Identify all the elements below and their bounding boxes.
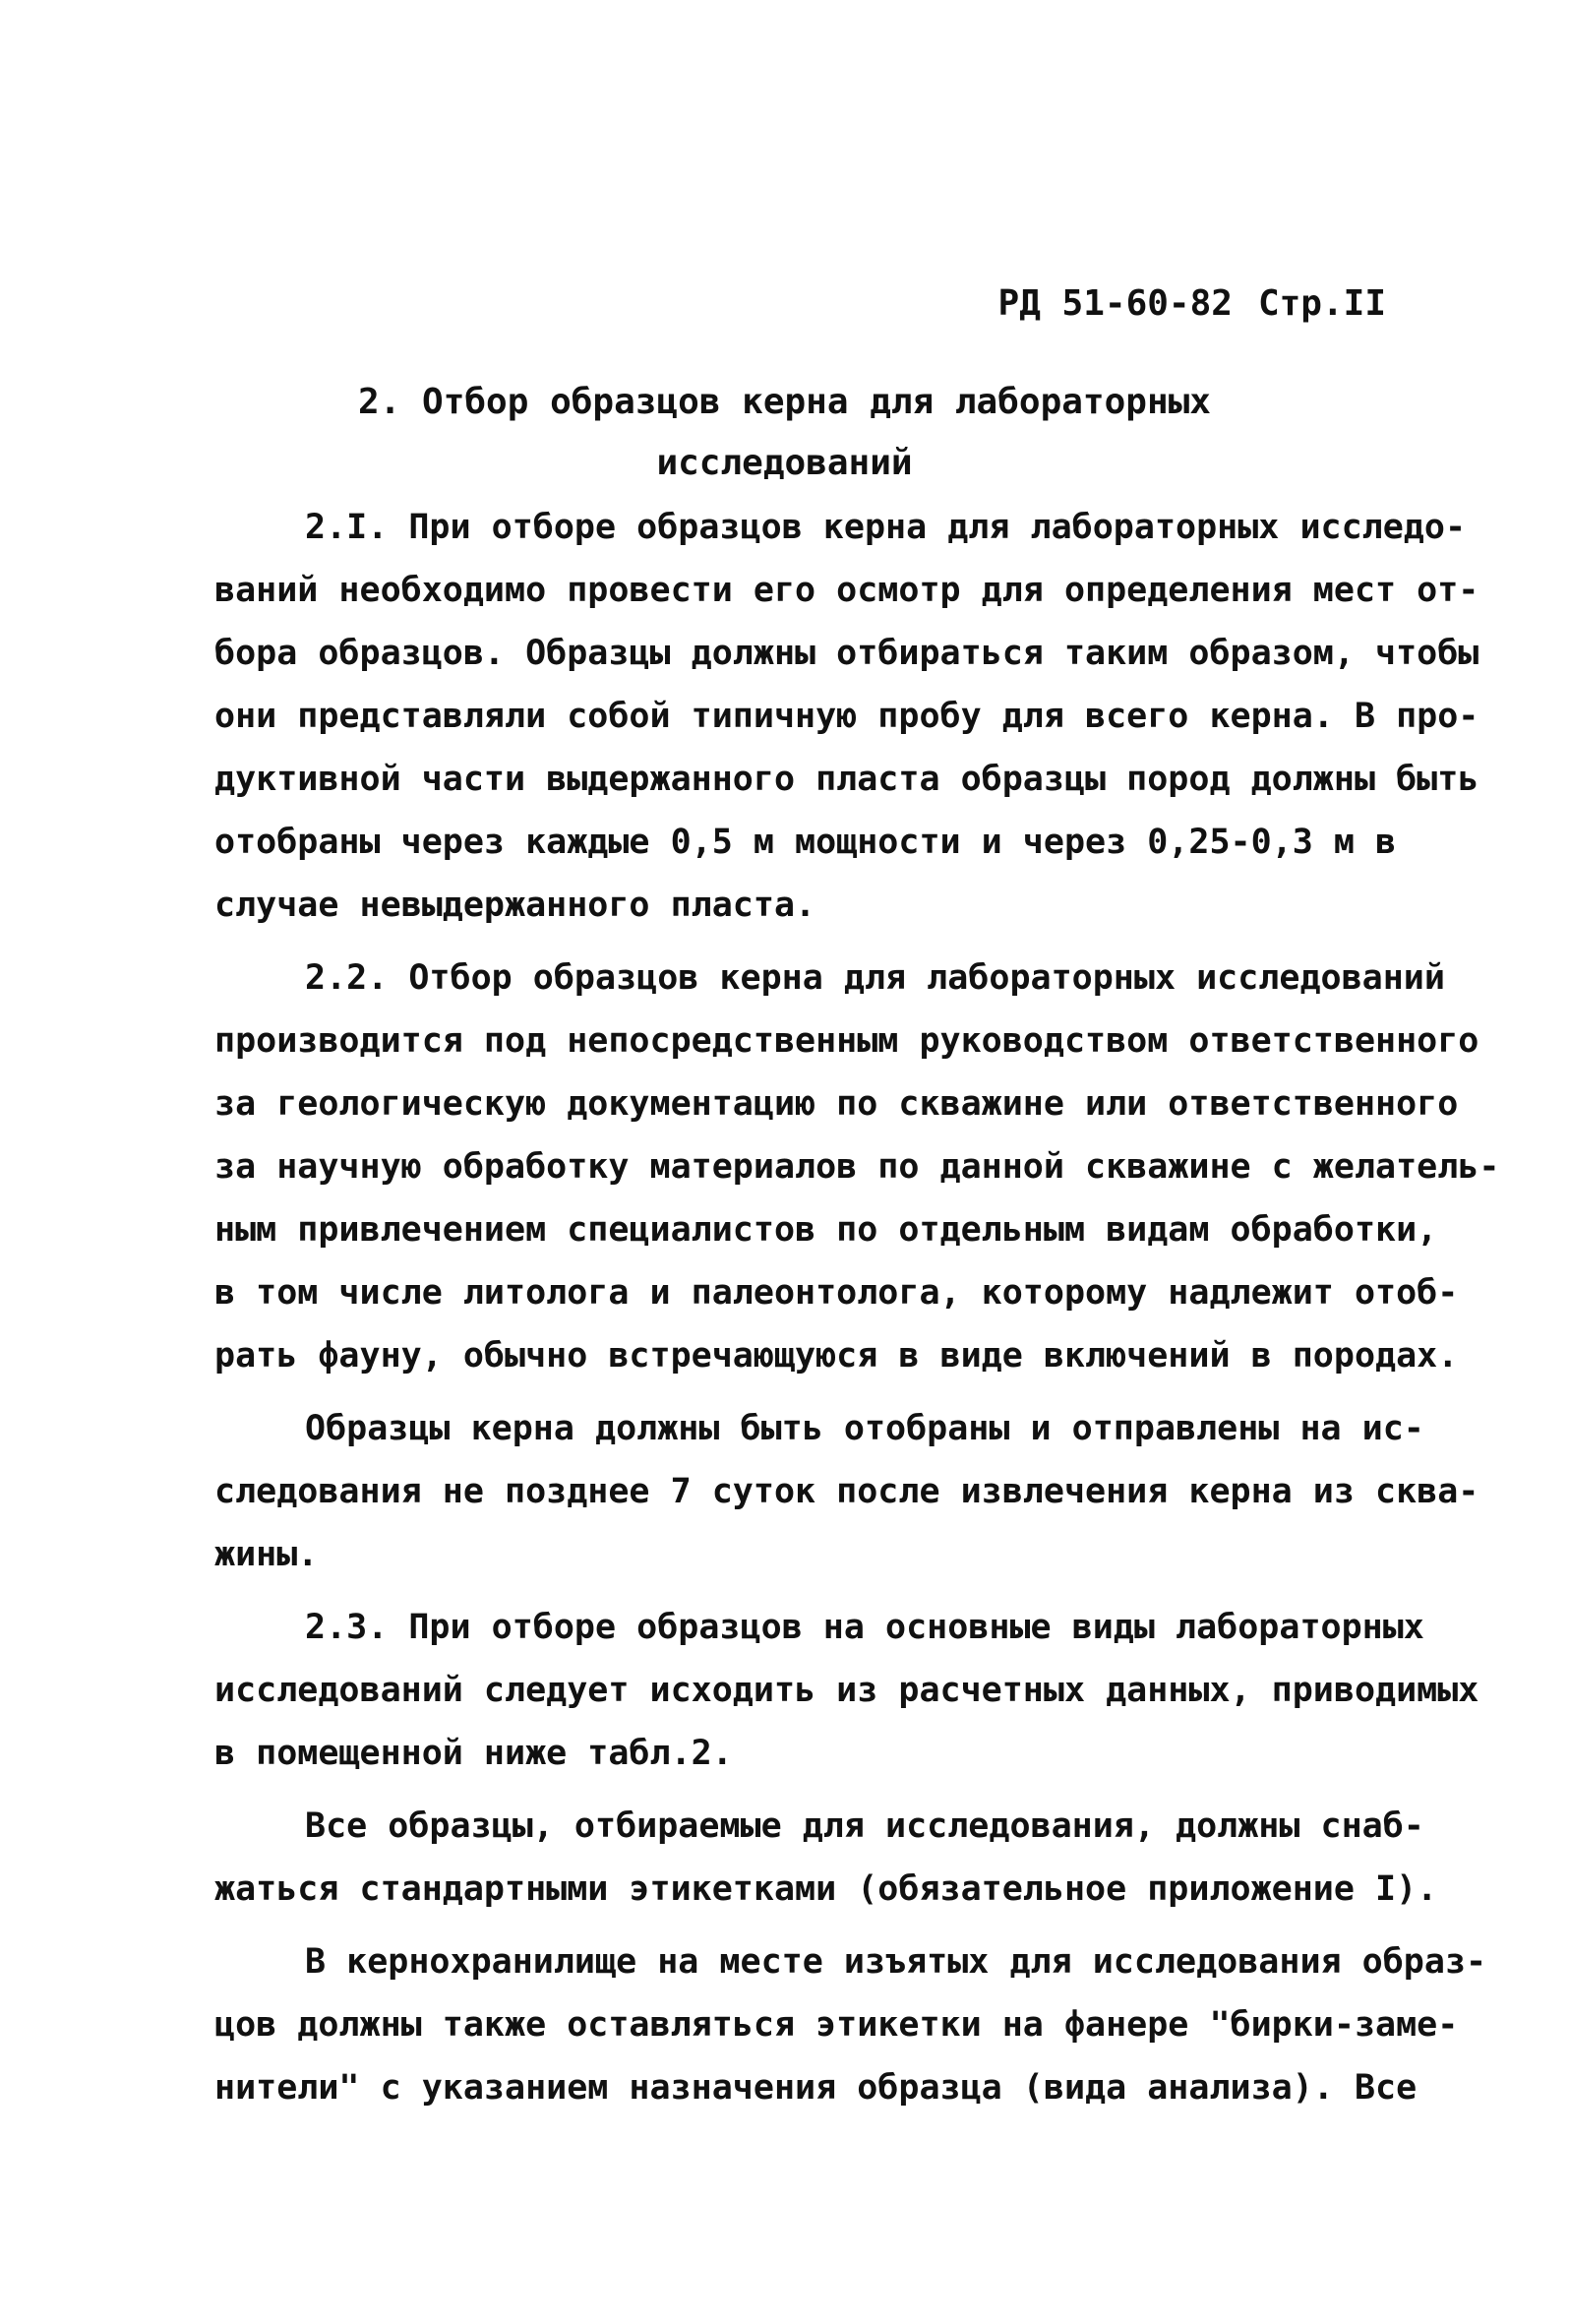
text-line: 2.3. При отборе образцов на основные виды лабораторных [305, 1608, 1424, 1647]
text-line: в том числе литолога и палеонтолога, которому надлежит отоб- [214, 1273, 1459, 1313]
text-line: рать фауну, обычно встречающуюся в виде включений в породах. [214, 1336, 1459, 1376]
text-line: за геологическую документацию по скважине или ответственного [214, 1084, 1459, 1124]
section-title [0, 372, 1569, 494]
text-line: Все образцы, отбираемые для исследования, должны снаб- [305, 1806, 1424, 1846]
text-line: за научную обработку материалов по данной скважине с желатель- [214, 1147, 1500, 1187]
text-line: отобраны через каждые 0,5 м мощности и через 0,25-0,3 м в [214, 823, 1397, 862]
text-line: производится под непосредственным руководством ответственного [214, 1021, 1479, 1061]
document-code: РД 51-60-82 [997, 283, 1233, 324]
text-line: они представляли собой типичную пробу для всего керна. В про- [214, 697, 1479, 736]
text-line: цов должны также оставляться этикетки на фанере "бирки-заме- [214, 2005, 1459, 2045]
text-line: ваний необходимо провести его осмотр для определения мест от- [214, 571, 1479, 610]
text-line: случае невыдержанного пласта. [214, 886, 816, 925]
text-line: Образцы керна должны быть отобраны и отправлены на ис- [305, 1409, 1424, 1448]
text-line: жаться стандартными этикетками (обязательное приложение I). [214, 1869, 1438, 1909]
page-number: Стр.II [1257, 283, 1386, 324]
text-line: В кернохранилище на месте изъятых для исследования образ- [305, 1942, 1487, 1982]
text-line: жины. [214, 1535, 319, 1574]
text-line: ным привлечением специалистов по отдельным видам обработки, [214, 1210, 1438, 1250]
text-line: в помещенной ниже табл.2. [214, 1734, 733, 1773]
page-header [998, 283, 1386, 324]
text-line: исследований следует исходить из расчетных данных, приводимых [214, 1671, 1479, 1710]
text-line: бора образцов. Образцы должны отбираться таким образом, чтобы [214, 634, 1479, 673]
text-line: следования не позднее 7 суток после извлечения керна из сква- [214, 1472, 1479, 1511]
text-line: 2.2. Отбор образцов керна для лабораторных исследований [305, 958, 1445, 998]
text-line: 2.I. При отборе образцов керна для лабораторных исследо- [305, 508, 1467, 547]
text-line: нители" с указанием назначения образца (вида анализа). Все [214, 2068, 1418, 2108]
section-title-line-1: 2. Отбор образцов керна для лабораторных [358, 382, 1211, 422]
section-title-line-2: исследований [656, 443, 913, 483]
text-line: дуктивной части выдержанного пласта образцы пород должны быть [214, 760, 1479, 799]
